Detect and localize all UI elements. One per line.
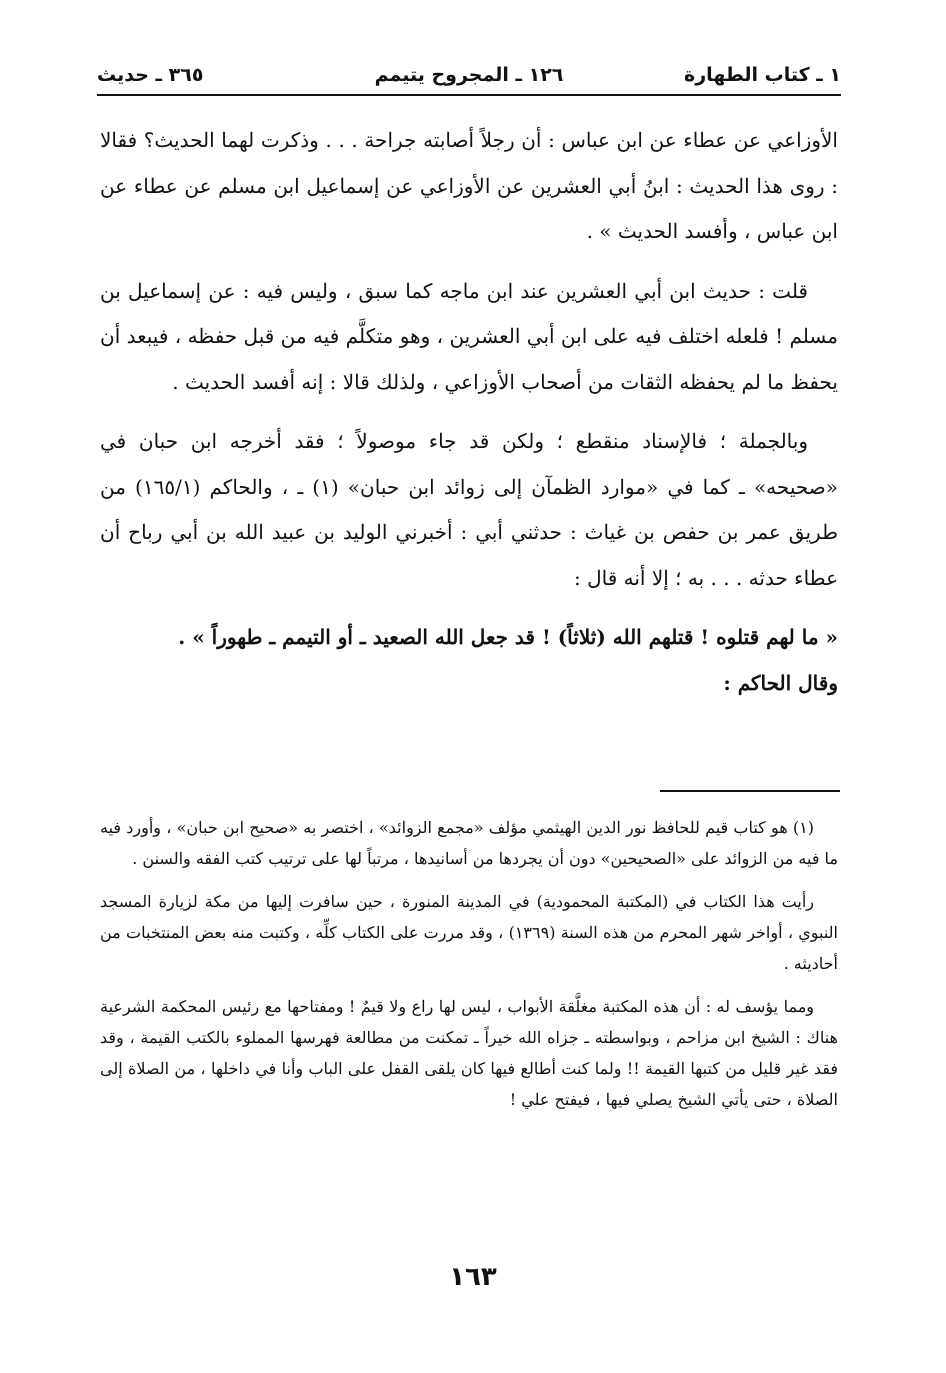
page-number: ١٦٣: [449, 1262, 497, 1292]
paragraph-3: وبالجملة ؛ فالإسناد منقطع ؛ ولكن قد جاء موصولاً ؛ فقد أخرجه ابن حبان في «صحيحه» ـ كما في «موارد الظمآن إلى زوائد ابن حبان» (١) ـ ، والحاكم (١٦٥/١) من طريق عمر بن حفص بن غياث : حدثني أبي : أخبرني الوليد بن عبيد الله بن أبي رباح أن عطاء حدثه . . . به ؛ إلا أنه قال :: [100, 429, 838, 590]
footnote-1: (١) هو كتاب قيم للحافظ نور الدين الهيثمي مؤلف «مجمع الزوائد» ، اختصر به «صحيح ابن حبان» ، وأورد فيه ما فيه من الزوائد على «الصحيحين» دون أن يجردها من أسانيدها ، مرتباً لها على ترتيب كتب الفقه والسنن .: [100, 818, 838, 868]
footnotes: [100, 812, 838, 1127]
paragraph-1: الأوزاعي عن عطاء عن ابن عباس : أن رجلاً أصابته جراحة . . . وذكرت لهما الحديث؟ فقالا : روى هذا الحديث : ابنُ أبي العشرين عن الأوزاعي عن إسماعيل ابن مسلم عن عطاء عن ابن عباس ، وأفسد الحديث » .: [100, 128, 838, 243]
footnote-divider: [660, 790, 840, 792]
header-book-title: ١ ـ كتاب الطهارة: [684, 64, 841, 86]
main-text: [100, 118, 838, 720]
header-chapter-title: ١٢٦ ـ المجروح يتيمم: [374, 64, 564, 86]
hadith-quote: « ما لهم قتلوه ! قتلهم الله (ثلاثاً) ! قد جعل الله الصعيد ـ أو التيمم ـ طهوراً » .: [178, 625, 838, 649]
footnote-2: رأيت هذا الكتاب في (المكتبة المحمودية) في المدينة المنورة ، حين سافرت إليها من مكة لزيارة المسجد النبوي ، أواخر شهر المحرم من هذه السنة (١٣٦٩) ، وقد مررت على الكتاب كلِّه ، وكتبت منه بعض المنتخبات من أحاديثه .: [100, 892, 839, 973]
paragraph-hakim-said: وقال الحاكم :: [723, 670, 838, 695]
paragraph-2: قلت : حديث ابن أبي العشرين عند ابن ماجه كما سبق ، وليس فيه : عن إسماعيل بن مسلم ! فلعله اختلف فيه على ابن أبي العشرين ، وهو متكلَّم فيه من قبل حفظه ، فيبعد أن يحفظ ما لم يحفظه الثقات من أصحاب الأوزاعي ، ولذلك قالا : إنه أفسد الحديث .: [100, 278, 838, 394]
header-hadith-number: ٣٦٥ ـ حديث: [97, 64, 204, 86]
footnote-3: ومما يؤسف له : أن هذه المكتبة مغلَّقة الأبواب ، ليس لها راع ولا قيمٌ ! ومفتاحها مع رئيس المحكمة الشرعية هناك : الشيخ ابن مزاحم ، وبواسطته ـ جزاه الله خيراً ـ تمكنت من مطالعة فهرسها المملوء بالكتب القيمة ، وقد فقد غير قليل من كتبها القيمة !! ولما كنت أطالع فيها كان يلقى القفل على الباب وأنا في داخلها ، من الصلاة إلى الصلاة ، حتى يأتي الشيخ يصلي فيها ، فيفتح علي !: [100, 997, 838, 1109]
running-header: [97, 58, 841, 96]
